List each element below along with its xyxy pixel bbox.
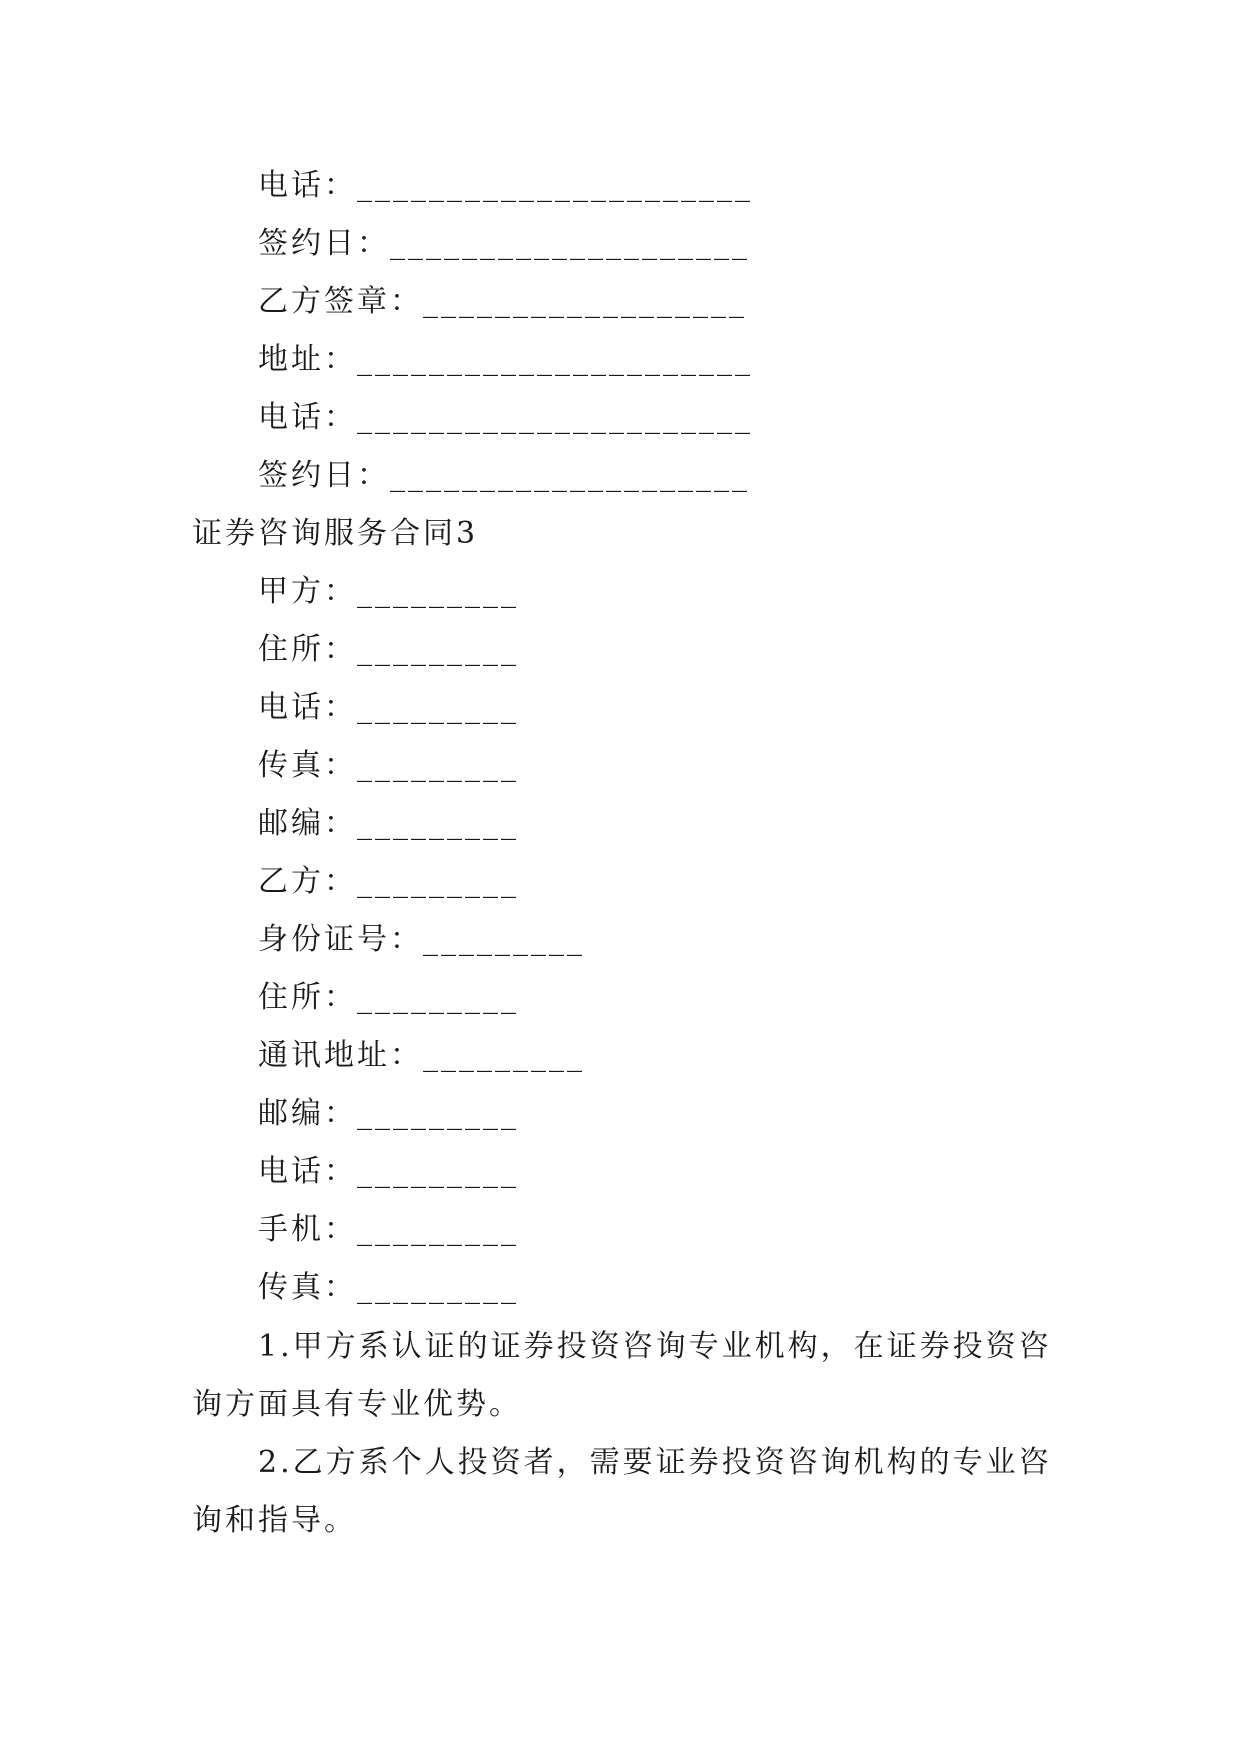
party-b-phone-line: 电话：______________________ — [258, 400, 753, 435]
party-b-signature-line: 乙方签章：__________________ — [258, 284, 747, 319]
party-a-line: 甲方：_________ — [258, 574, 519, 609]
party-a-fax-line: 传真：_________ — [258, 748, 519, 783]
party-a-residence-line: 住所：_________ — [258, 632, 519, 667]
party-b-phone2-line: 电话：_________ — [258, 1154, 519, 1189]
party-b-id-line: 身份证号：_________ — [258, 922, 585, 957]
section-title: 证券咨询服务合同3 — [192, 516, 479, 551]
party-a-phone-line: 电话：_________ — [258, 690, 519, 725]
signature-date-line: 签约日：____________________ — [258, 226, 750, 261]
party-b-postcode-line: 邮编：_________ — [258, 1096, 519, 1131]
party-b-address-line: 地址：______________________ — [258, 342, 753, 377]
party-a-postcode-line: 邮编：_________ — [258, 806, 519, 841]
signature-phone-line: 电话：______________________ — [258, 168, 753, 203]
party-b-mobile-line: 手机：_________ — [258, 1212, 519, 1247]
party-b-date-line: 签约日：____________________ — [258, 458, 750, 493]
clause-2: 2.乙方系个人投资者，需要证券投资咨询机构的专业咨询和指导。 — [192, 1445, 1052, 1538]
party-b-mailing-address-line: 通讯地址：_________ — [258, 1038, 585, 1073]
party-b-residence-line: 住所：_________ — [258, 980, 519, 1015]
party-b-line: 乙方：_________ — [258, 864, 519, 899]
clause-1: 1.甲方系认证的证券投资咨询专业机构，在证券投资咨询方面具有专业优势。 — [192, 1329, 1052, 1422]
party-b-fax-line: 传真：_________ — [258, 1270, 519, 1305]
